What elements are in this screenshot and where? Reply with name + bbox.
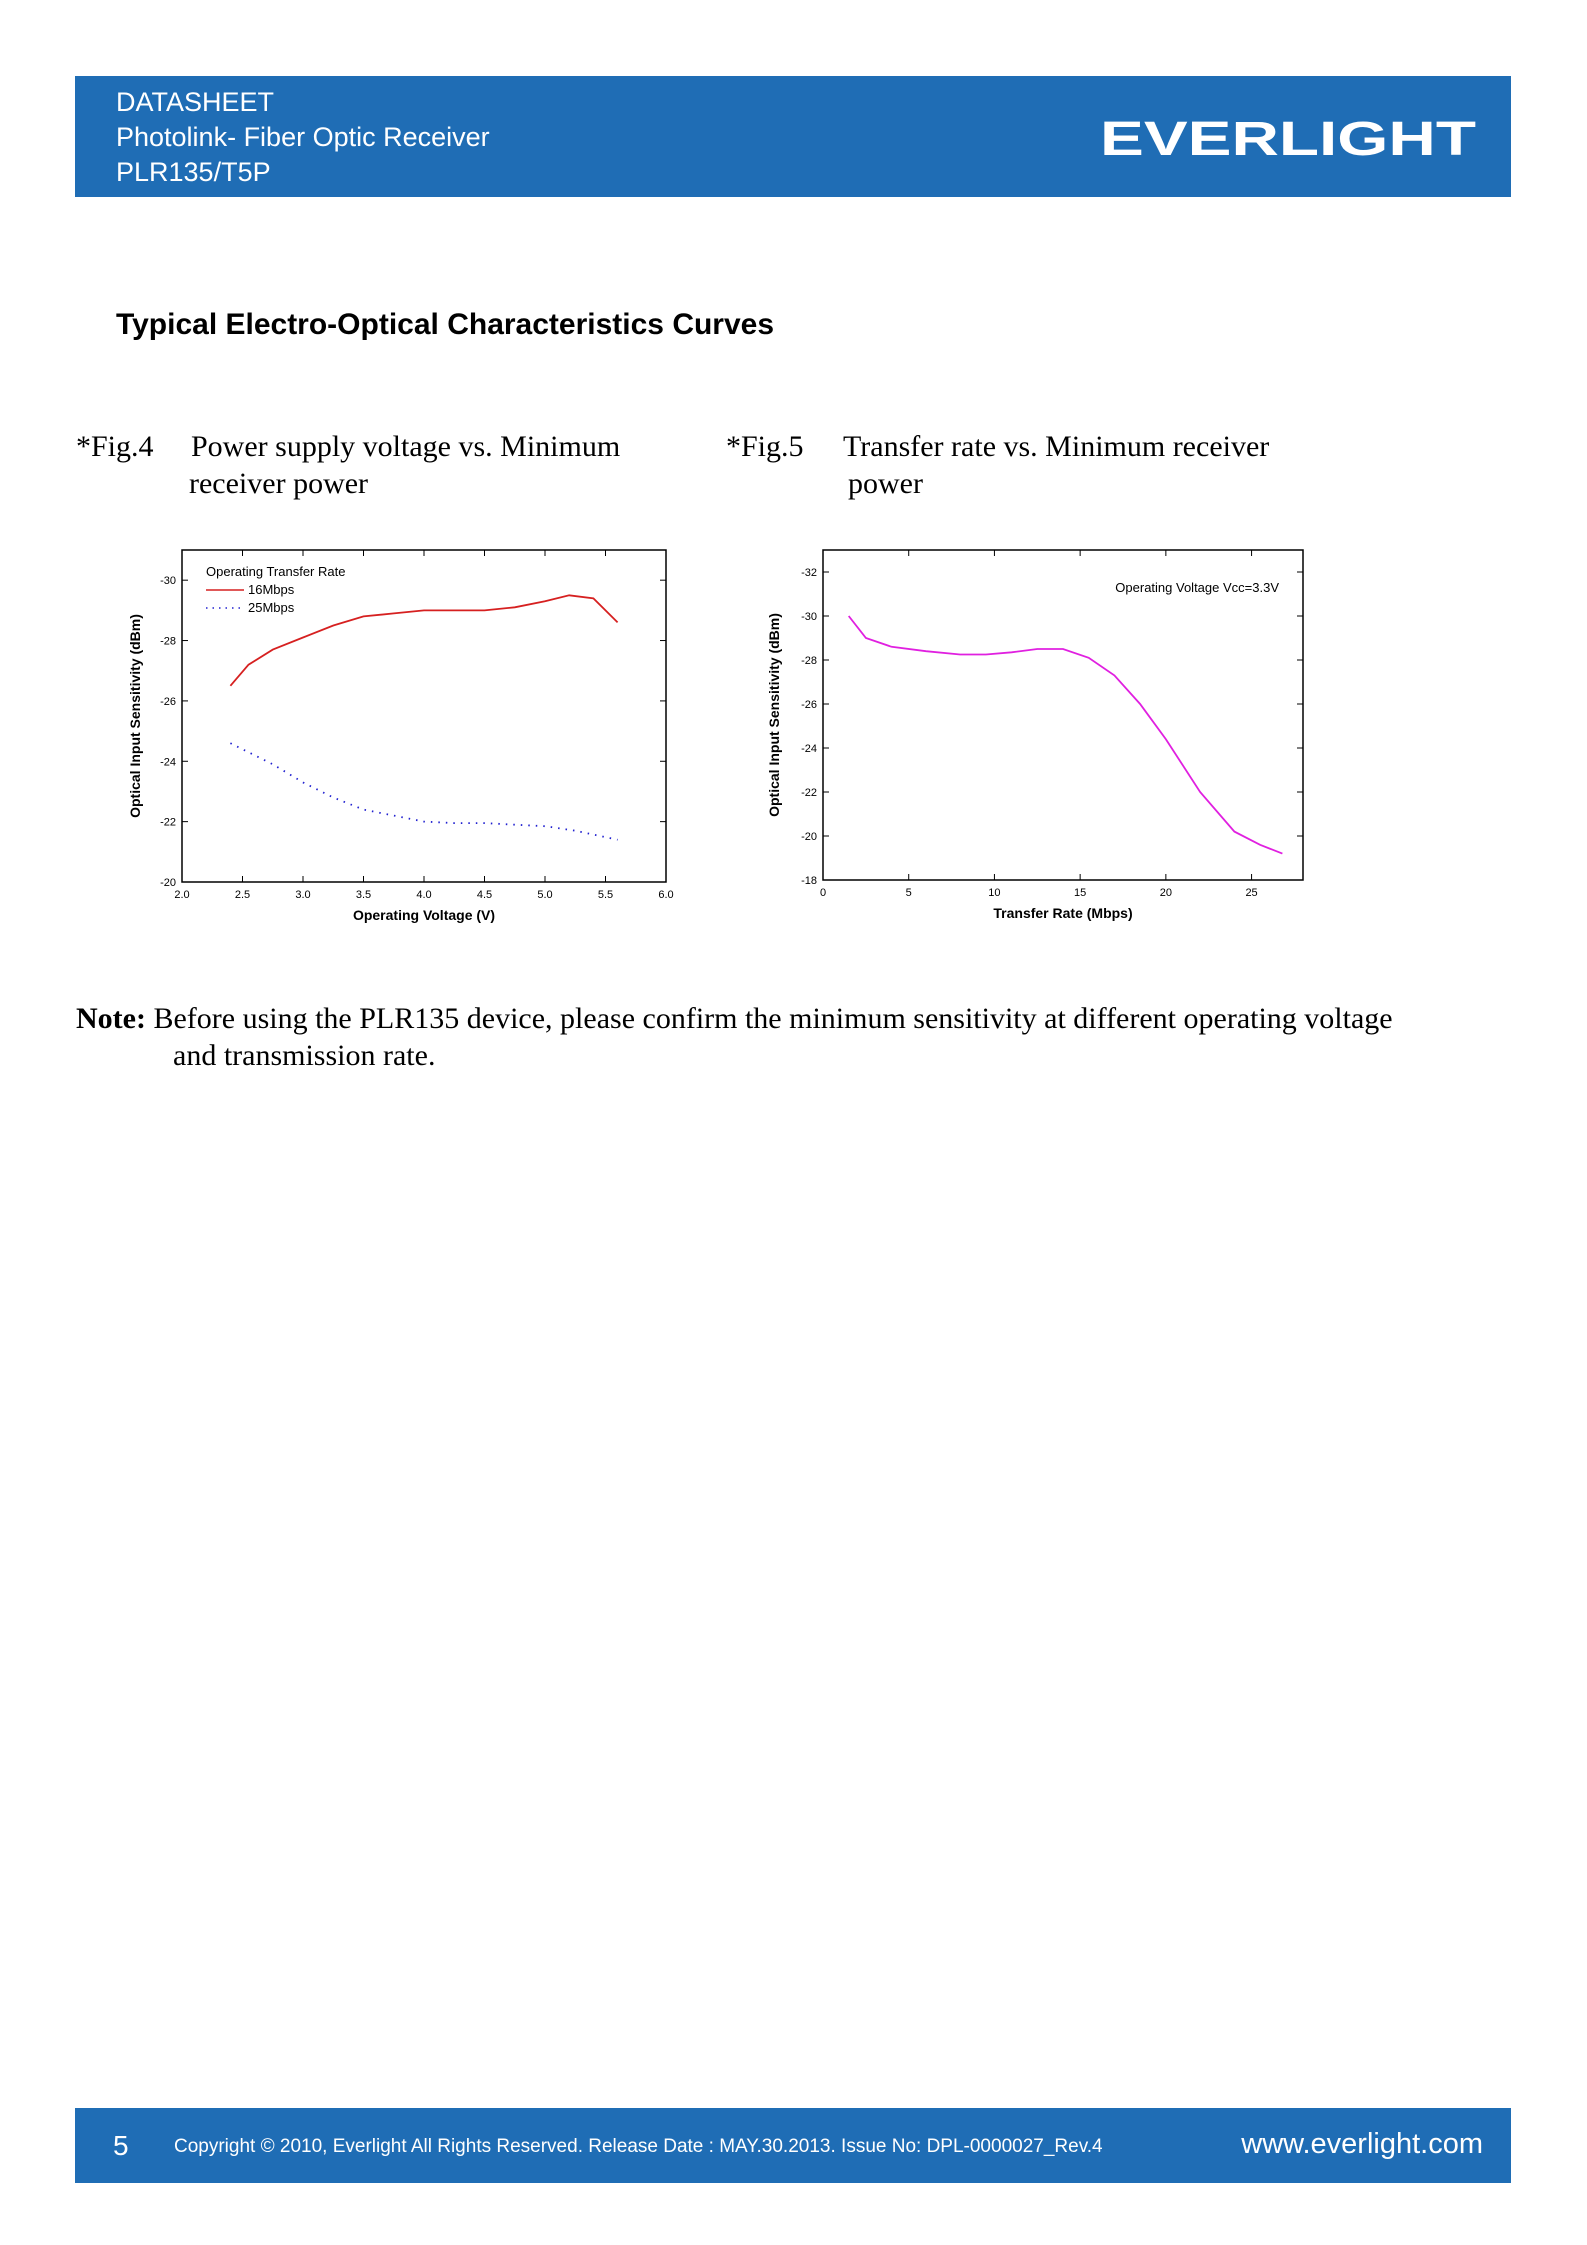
fig5-chart: [765, 538, 1315, 933]
note: [76, 1000, 1512, 1074]
everlight-logo: [1100, 115, 1480, 160]
copyright-text: Copyright © 2010, Everlight All Rights Reserved. Release Date : MAY.30.2013. Issue No: DPL-0000027_Rev.4: [174, 2136, 1103, 2157]
fig4-title-line2: receiver power: [189, 467, 369, 500]
header-line-product: Photolink- Fiber Optic Receiver: [116, 122, 490, 152]
section-title: Typical Electro-Optical Characteristics Curves: [116, 308, 775, 341]
x-axis-label: Operating Voltage (V): [352, 907, 496, 923]
note-text-line2: and transmission rate.: [173, 1039, 436, 1072]
x-tick-label: 15: [1074, 887, 1087, 899]
x-tick-label: 5.5: [597, 889, 614, 901]
x-tick-label: 5: [905, 887, 912, 899]
fig5-number: *Fig.5: [726, 430, 804, 463]
y-tick-label: -28: [801, 655, 817, 667]
x-tick-label: 4.0: [416, 889, 432, 901]
x-tick-label: 2.0: [174, 889, 190, 901]
y-axis-label: Optical Input Sensitivity (dBm): [127, 614, 143, 818]
x-tick-label: 25: [1245, 887, 1258, 899]
note-text-line1: Before using the PLR135 device, please confirm the minimum sensitivity at different operating voltage: [153, 1002, 1393, 1035]
svg-text:EVERLIGHT: EVERLIGHT: [1100, 115, 1476, 160]
y-tick-label: -26: [801, 699, 817, 711]
x-tick-label: 10: [988, 887, 1001, 899]
fig4-chart: [120, 538, 680, 940]
y-tick-label: -32: [801, 567, 817, 579]
y-tick-label: -22: [801, 787, 817, 799]
legend-title: Operating Transfer Rate: [206, 564, 346, 579]
fig5-title-line1: Transfer rate vs. Minimum receiver: [843, 430, 1270, 463]
website-link[interactable]: www.everlight.com: [1241, 2128, 1483, 2160]
chart-annotation: Operating Voltage Vcc=3.3V: [1115, 580, 1279, 595]
legend-entry: 25Mbps: [248, 600, 295, 615]
x-tick-label: 20: [1159, 887, 1172, 899]
y-tick-label: -30: [801, 611, 817, 623]
y-tick-label: -20: [801, 831, 817, 843]
x-tick-label: 5.0: [537, 889, 553, 901]
y-tick-label: -28: [160, 635, 176, 648]
y-tick-label: -30: [160, 575, 176, 588]
note-label: Note:: [76, 1002, 146, 1035]
footer-bar: [75, 2108, 1511, 2183]
series-line-vcc-3-3v: [849, 616, 1283, 854]
fig4-number: *Fig.4: [76, 430, 154, 463]
page-number: 5: [113, 2130, 129, 2161]
x-tick-label: 4.5: [476, 889, 493, 901]
y-tick-label: -20: [160, 877, 176, 889]
header-line-datasheet: DATASHEET: [116, 87, 275, 117]
x-tick-label: 0: [819, 887, 827, 899]
y-tick-label: -22: [160, 816, 176, 829]
legend-entry: 16Mbps: [248, 582, 295, 597]
fig5-title-line2: power: [848, 467, 923, 500]
fig4-title-line1: Power supply voltage vs. Minimum: [191, 430, 621, 463]
x-tick-label: 2.5: [234, 889, 251, 901]
y-axis-label: Optical Input Sensitivity (dBm): [766, 613, 782, 817]
plot-frame: [823, 550, 1303, 880]
series-line-25mbps: [230, 743, 617, 840]
x-axis-label: Transfer Rate (Mbps): [993, 905, 1133, 921]
header-line-part-number: PLR135/T5P: [116, 157, 271, 187]
y-tick-label: -24: [160, 756, 176, 769]
y-tick-label: -26: [160, 695, 176, 708]
x-tick-label: 3.0: [295, 889, 311, 901]
header-text: [116, 85, 490, 190]
y-tick-label: -24: [801, 743, 817, 755]
x-tick-label: 6.0: [658, 889, 674, 901]
y-tick-label: -18: [801, 875, 817, 887]
x-tick-label: 3.5: [355, 889, 372, 901]
